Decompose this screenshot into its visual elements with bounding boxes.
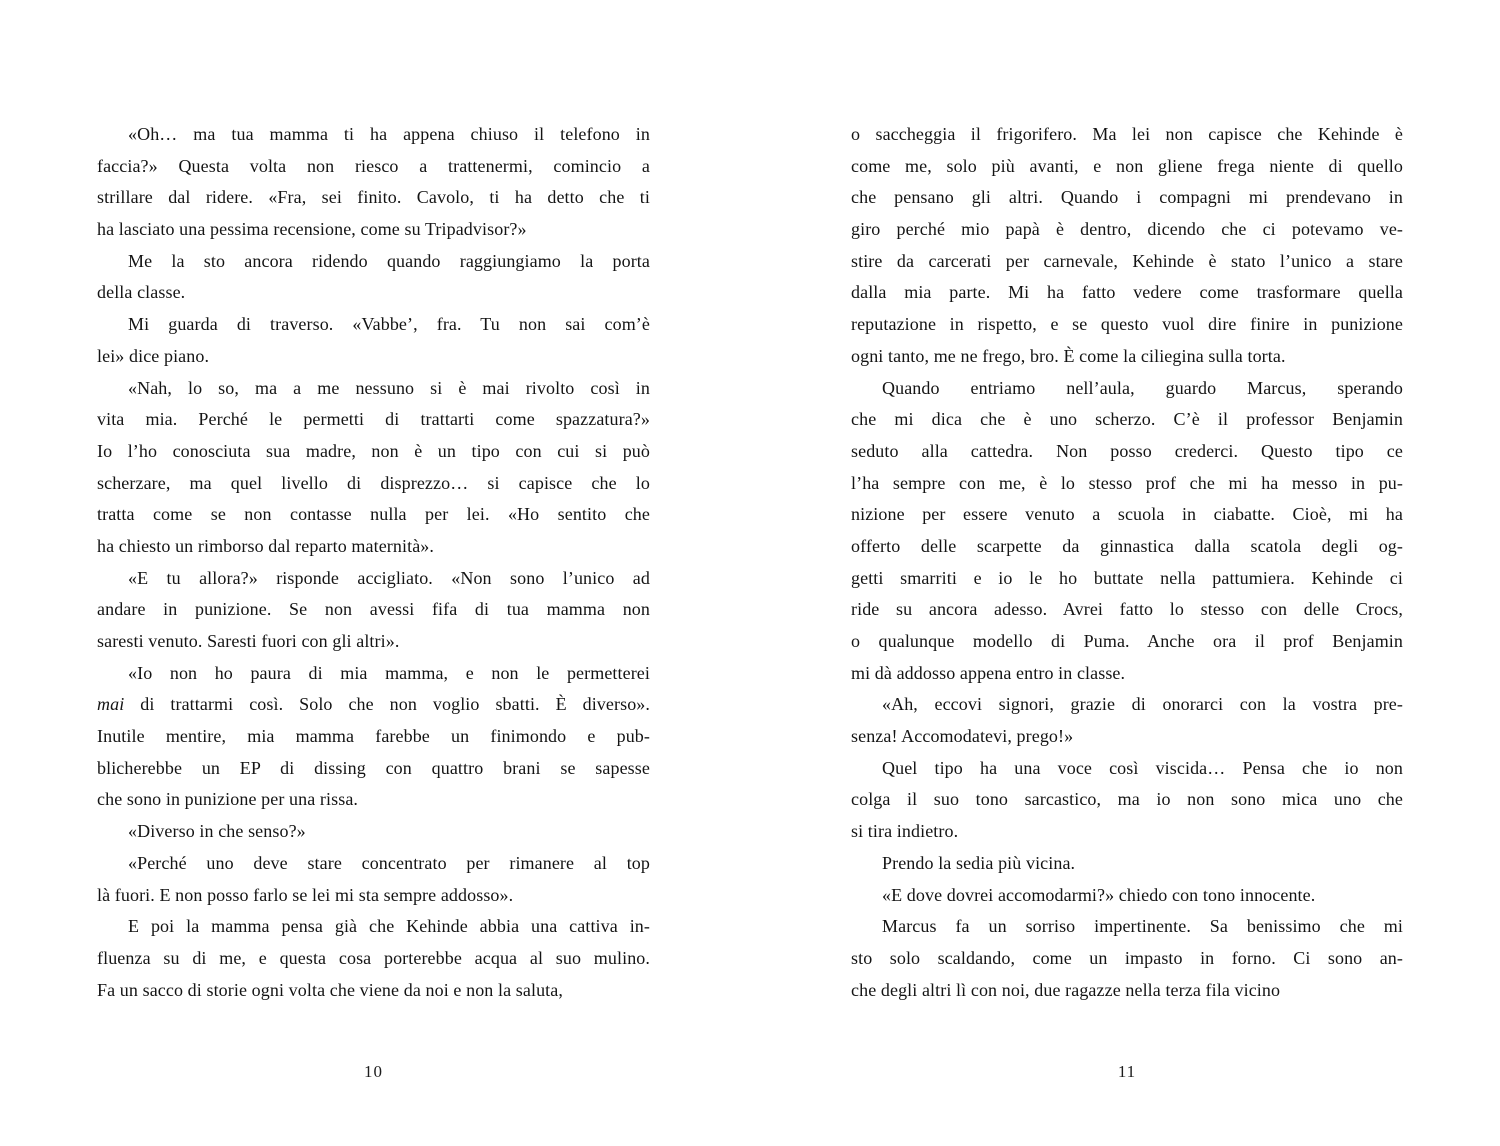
paragraph [851,373,1403,690]
text-line: ogni tanto, me ne frego, bro. È come la ciliegina sulla torta. [851,345,1286,366]
text-line: Prendo la sedia più vicina. [882,852,1076,873]
paragraph [97,373,650,563]
paragraph [97,911,650,1006]
text-line: E poi la mamma pensa già che Kehinde abbia una cattiva in- [128,916,650,937]
text-line: «E dove dovrei accomodarmi?» chiedo con tono innocente. [882,884,1316,905]
text-line: là fuori. E non posso farlo se lei mi sta sempre addosso». [97,884,514,905]
text-line: «E tu allora?» risponde accigliato. «Non sono l’unico ad [128,567,650,588]
paragraph [97,309,650,372]
paragraph [851,119,1403,373]
text-line: offerto delle scarpette da ginnastica dalla scatola degli og- [851,535,1403,556]
paragraph [851,689,1403,752]
paragraph [851,880,1403,912]
text-line: dalla mia parte. Mi ha fatto vedere come trasformare quella [851,282,1403,303]
text-line: o saccheggia il frigorifero. Ma lei non capisce che Kehinde è [851,124,1403,144]
text-line: ha chiesto un rimborso dal reparto maternità». [97,535,434,556]
paragraph [97,658,650,816]
text-line: si tira indietro. [851,821,959,842]
text-line: fluenza su di me, e questa cosa porterebbe acqua al suo mulino. [97,947,650,968]
paragraph [851,848,1403,880]
text-line: l’ha sempre con me, è lo stesso prof che mi ha messo in pu- [851,472,1403,493]
text-line: blicherebbe un EP di dissing con quattro brani se sapesse [97,757,650,778]
text-line: Inutile mentire, mia mamma farebbe un finimondo e pub- [97,726,650,747]
page-left-text-block [97,119,650,1006]
text-line: Me la sto ancora ridendo quando raggiungiamo la porta [128,250,650,271]
text-line: strillare dal ridere. «Fra, sei finito. Cavolo, ti ha detto che ti [97,187,650,208]
text-line: Mi guarda di traverso. «Vabbe’, fra. Tu non sai com’è [128,314,650,335]
text-line: che mi dica che è uno scherzo. C’è il professor Benjamin [851,409,1403,430]
text-line: faccia?» Questa volta non riesco a trattenermi, comincio a [97,155,650,176]
text-line: andare in punizione. Se non avessi fifa di tua mamma non [97,599,650,620]
paragraph [851,911,1403,1006]
text-line: getti smarriti e io le ho buttate nella pattumiera. Kehinde ci [851,567,1403,588]
page-number-right: 11 [1117,1062,1137,1081]
text-line: Io l’ho conosciuta sua madre, non è un tipo con cui si può [97,440,650,461]
text-line: tratta come se non contasse nulla per lei. «Ho sentito che [97,504,650,525]
text-line: mi dà addosso appena entro in classe. [851,662,1126,683]
page-right-text-block [851,119,1403,1006]
text-line: Quando entriamo nell’aula, guardo Marcus, sperando [882,377,1403,398]
paragraph [97,848,650,911]
text-line: o qualunque modello di Puma. Anche ora il prof Benjamin [851,631,1403,651]
text-line: ha lasciato una pessima recensione, come su Tripadvisor?» [97,219,527,240]
text-line: ride su ancora adesso. Avrei fatto lo stesso con delle Crocs, [851,599,1403,620]
text-line: giro perché mio papà è dentro, dicendo che ci potevamo ve- [851,219,1403,240]
page-right [851,0,1403,1146]
text-line: Marcus fa un sorriso impertinente. Sa benissimo che mi [882,916,1403,937]
text-line: come me, solo più avanti, e non gliene frega niente di quello [851,155,1403,176]
text-line: che sono in punizione per una rissa. [97,789,359,810]
paragraph [97,563,650,658]
page-number-left: 10 [364,1062,383,1081]
text-line: «Perché uno deve stare concentrato per rimanere al top [128,852,650,873]
text-line: stire da carcerati per carnevale, Kehinde è stato l’unico a stare [851,250,1403,271]
text-line: scherzare, ma quel livello di disprezzo… si capisce che lo [97,472,650,493]
text-line: Quel tipo ha una voce così viscida… Pensa che io non [882,757,1403,778]
text-line: «Oh… ma tua mamma ti ha appena chiuso il telefono in [128,124,650,144]
text-line: «Io non ho paura di mia mamma, e non le permetterei [128,662,650,683]
text-line: della classe. [97,282,186,303]
paragraph [97,119,650,246]
text-line: «Ah, eccovi signori, grazie di onorarci con la vostra pre- [882,694,1403,715]
text-line: seduto alla cattedra. Non posso crederci. Questo tipo ce [851,440,1403,461]
text-line: che degli altri lì con noi, due ragazze nella terza fila vicino [851,979,1281,1000]
paragraph [97,246,650,309]
text-line: lei» dice piano. [97,345,210,366]
page-left [97,0,650,1146]
text-line: reputazione in rispetto, e se questo vuol dire finire in punizione [851,314,1403,335]
text-line: che pensano gli altri. Quando i compagni mi prendevano in [851,187,1403,208]
text-line: «Nah, lo so, ma a me nessuno si è mai rivolto così in [128,377,650,398]
text-line: saresti venuto. Saresti fuori con gli altri». [97,631,400,651]
text-line: mai di trattarmi così. Solo che non voglio sbatti. È diverso». [97,694,650,715]
text-line: Fa un sacco di storie ogni volta che viene da noi e non la saluta, [97,979,563,1000]
text-line: colga il suo tono sarcastico, ma io non sono mica uno che [851,789,1403,810]
text-line: senza! Accomodatevi, prego!» [851,726,1074,747]
text-line: «Diverso in che senso?» [128,821,306,842]
paragraph [97,816,650,848]
text-line: sto solo scaldando, come un impasto in forno. Ci sono an- [851,947,1403,968]
text-line: nizione per essere venuto a scuola in ciabatte. Cioè, mi ha [851,504,1403,525]
paragraph [851,753,1403,848]
text-line: vita mia. Perché le permetti di trattarti come spazzatura?» [97,409,650,430]
